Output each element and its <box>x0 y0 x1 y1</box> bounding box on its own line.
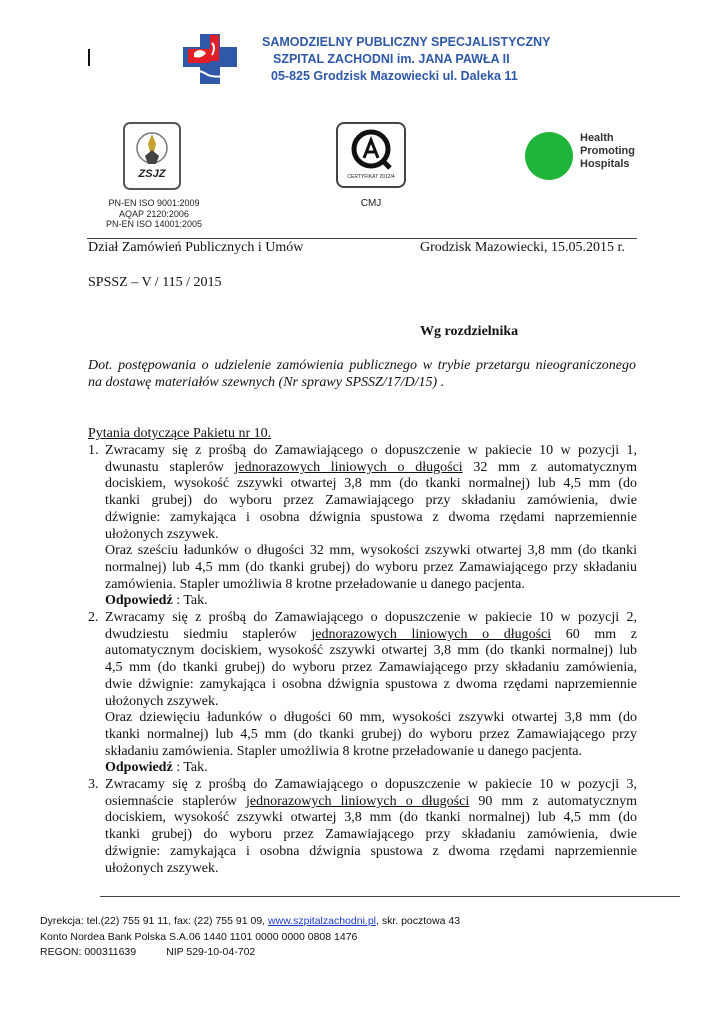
hospital-logo <box>180 33 240 85</box>
zsjz-label: ZSJZ <box>138 168 166 180</box>
answer-label: Odpowiedź <box>105 593 173 609</box>
item-line: dociskiem, wysokość zszywki otwartej 3,8 mm (do tkanki normalnej) lub 4,5 mm (do <box>105 476 637 492</box>
item-line: osiemnaście staplerów jednorazowych liniowych o długości 90 mm z automatycznym <box>105 793 637 809</box>
item-line: ułożonych zszywek. <box>105 860 219 876</box>
item-line: tkanki normalnej) lub 4,5 mm (do tkanki grubej) do wyboru przez Zamawiającego przy <box>105 726 637 742</box>
item-line: tkanki grubej) do wyboru przez Zamawiającego przy składaniu zamówienia, dwie <box>105 493 637 509</box>
footer <box>40 914 680 961</box>
item-line: ułożonych zszywek. <box>105 526 219 542</box>
item-line: dwudziestu siedmiu staplerów jednorazowych liniowych o długości 60 mm z <box>105 626 638 642</box>
hph-dot-icon <box>525 132 573 180</box>
item-line: Oraz dziewięciu ładunków o długości 60 mm, wysokości zszywki otwartej 3,8 mm (do <box>105 710 637 726</box>
answer <box>105 593 637 610</box>
item-line: 4,5 mm (do tkanki grubej) do wyboru przez Zamawiającego przy składaniu zamówienia, <box>105 660 637 676</box>
answer <box>105 760 637 777</box>
zsjz-certificate-logo <box>123 122 181 190</box>
footer-bank-account: Konto Nordea Bank Polska S.A.06 1440 1101 0000 0000 0808 1476 <box>40 930 358 943</box>
item-line: dociskiem, wysokość zszywki otwartej 3,8 mm (do tkanki normalnej) lub 4,5 mm (do <box>105 810 637 826</box>
answer-value: : Tak. <box>172 593 208 609</box>
subject-line: na dostawę materiałów szewnych (Nr sprawy SPSSZ/17/D/15) . <box>88 374 445 390</box>
website-link[interactable]: www.szpitalzachodni.pl <box>268 915 376 927</box>
header-line-3: 05-825 Grodzisk Mazowiecki ul. Daleka 11 <box>271 69 518 83</box>
footer-ids <box>40 945 680 961</box>
item-line: tkanki grubej) do wyboru przez Zamawiającego przy składaniu zamówienia, dwie <box>105 827 637 843</box>
iso-line: PN-EN ISO 9001:2009 <box>108 198 200 208</box>
cert-caption: CERTYFIKAT 2012/4 <box>347 174 395 180</box>
subject-line: Dot. postępowania o udzielenie zamówienia publicznego w trybie przetargu nieograniczonego <box>88 358 636 373</box>
footer-divider <box>100 896 680 897</box>
item-number: 2. <box>88 610 99 626</box>
section-title: Pytania dotyczące Pakietu nr 10. <box>88 426 272 441</box>
header-line-2: SZPITAL ZACHODNI im. JANA PAWŁA II <box>273 52 510 66</box>
answer-value: : Tak. <box>172 760 208 776</box>
header-line-1: SAMODZIELNY PUBLICZNY SPECJALISTYCZNY <box>262 35 551 49</box>
hph-line: Promoting <box>580 145 635 157</box>
item-number: 3. <box>88 777 99 793</box>
item-line: Zwracamy się z prośbą do Zamawiającego o dopuszczenie w pakiecie 10 w pozycji 3, <box>105 777 637 793</box>
list-item <box>88 443 637 610</box>
item-line: dźwignie: zamykająca i osobna dźwignia spustowa z dwoma rzędami naprzemiennie <box>105 509 637 525</box>
hph-line: Health <box>580 132 614 144</box>
list-item <box>88 777 637 877</box>
header-divider <box>87 238 637 239</box>
item-line: dwie dźwignie: zamykająca i osobna dźwignia spustowa z dwoma rzędami naprzemiennie <box>105 676 637 692</box>
questions-list <box>88 443 637 877</box>
item-line: ułożonych zszywek. <box>105 693 219 709</box>
nip: NIP 529-10-04-702 <box>166 946 256 958</box>
item-line: składaniu zamówienia. Stapler umożliwia 8 krotne przeładowanie u danego pacjenta. <box>105 743 582 759</box>
iso-line: AQAP 2120:2006 <box>119 208 189 219</box>
iso-line: PN-EN ISO 14001:2005 <box>105 219 203 229</box>
item-line: Oraz sześciu ładunków o długości 32 mm, wysokości zszywki otwartej 3,8 mm (do tkanki <box>105 543 637 559</box>
cmj-quality-logo <box>336 122 406 188</box>
item-line: Zwracamy się z prośbą do Zamawiającego o dopuszczenie w pakiecie 10 w pozycji 2, <box>105 610 637 626</box>
department-name: Dział Zamówień Publicznych i Umów <box>88 240 304 255</box>
item-line: zamówienia. Stapler umożliwia 8 krotne przeładowanie u danego pacjenta. <box>105 576 525 592</box>
reference-number: SPSSZ – V / 115 / 2015 <box>88 275 222 290</box>
subject <box>88 358 636 391</box>
item-line: Zwracamy się z prośbą do Zamawiającego o dopuszczenie w pakiecie 10 w pozycji 1, <box>105 443 637 458</box>
iso-standards <box>96 198 212 230</box>
item-line: dwunastu staplerów jednorazowych liniowych o długości 32 mm z automatycznym <box>105 459 637 475</box>
item-line: dźwignie: zamykająca i osobna dźwignia spustowa z dwoma rzędami naprzemiennie <box>105 843 637 859</box>
addressee: Wg rozdzielnika <box>420 324 519 339</box>
item-line: automatycznym dociskiem, wysokość zszywki otwartej 3,8 mm (do tkanki normalnej) lub <box>105 643 637 659</box>
hph-line: Hospitals <box>580 158 630 170</box>
hph-label <box>580 132 635 171</box>
item-line: normalnej) lub 4,5 mm (do tkanki grubej) do wyboru przez Zamawiającego przy składaniu <box>105 559 637 575</box>
hospital-header <box>262 34 562 85</box>
footer-contact: Dyrekcja: tel.(22) 755 91 11, fax: (22) 755 91 09, www.szpitalzachodni.pl, skr. pocztowa 43 <box>40 915 461 927</box>
regon: REGON: 000311639 <box>40 946 137 958</box>
place-date: Grodzisk Mazowiecki, 15.05.2015 r. <box>420 240 625 255</box>
text-cursor <box>88 49 90 66</box>
item-number: 1. <box>88 443 99 458</box>
answer-label: Odpowiedź <box>105 760 173 776</box>
list-item <box>88 610 637 777</box>
cmj-label: CMJ <box>360 198 382 209</box>
